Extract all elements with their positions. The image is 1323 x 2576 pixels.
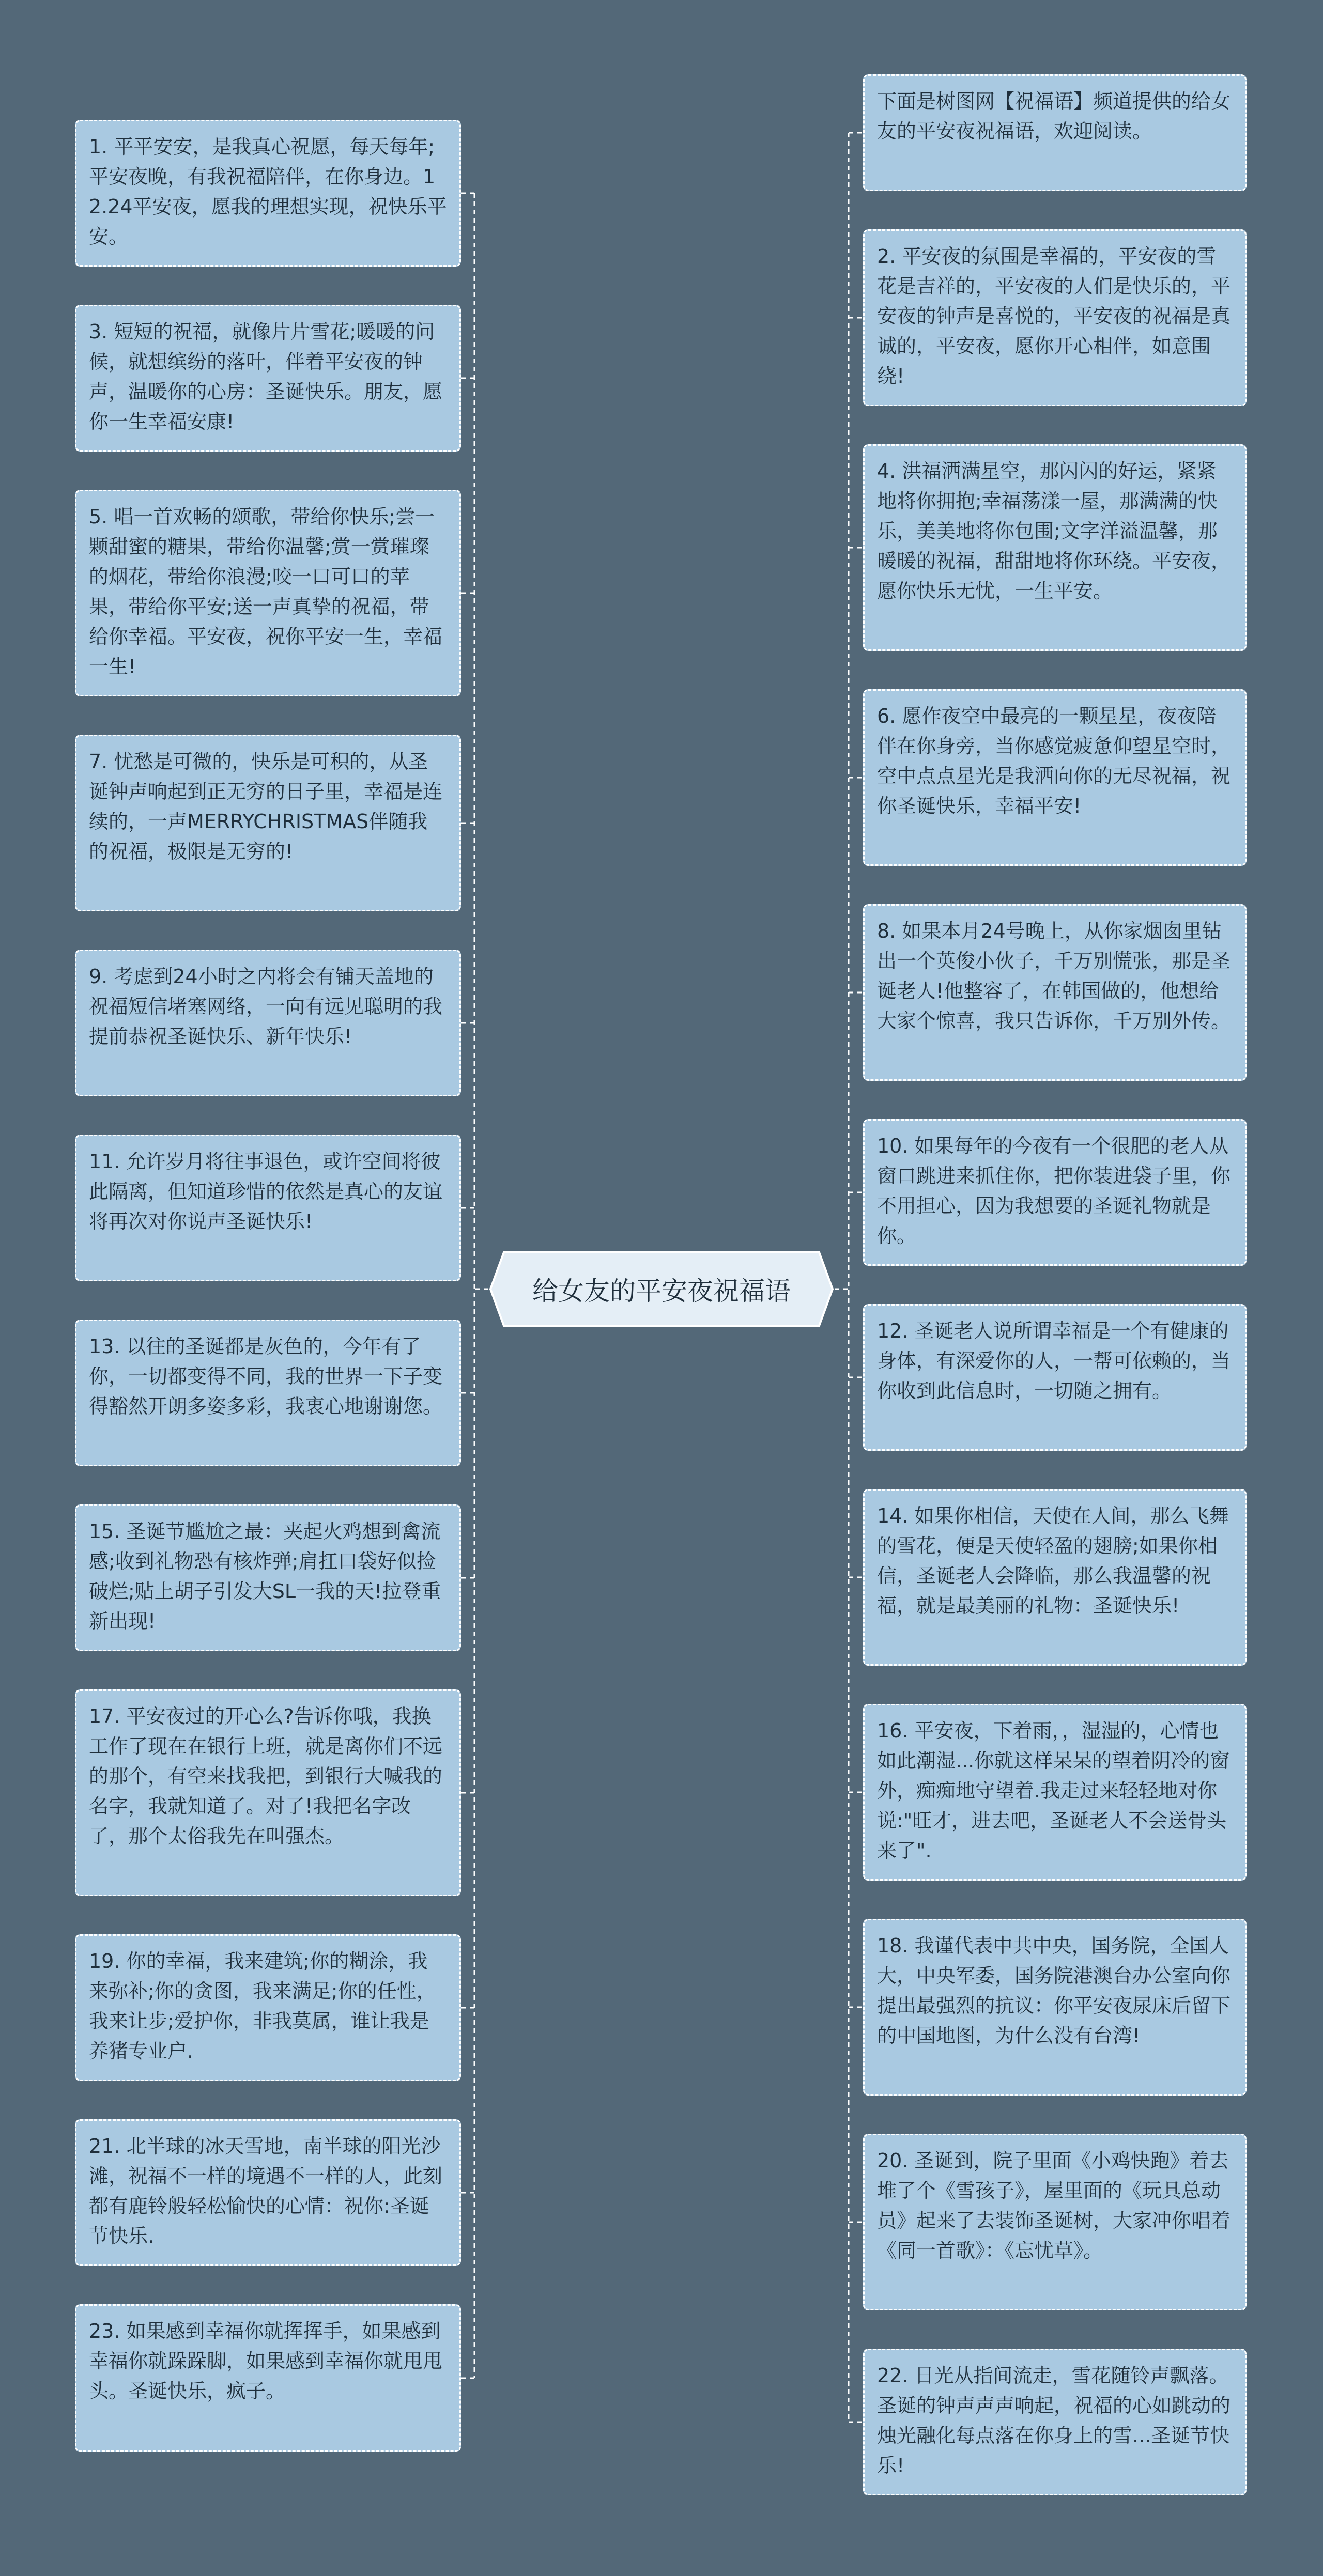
- right-branch-node-4[interactable]: 4. 洪福洒满星空，那闪闪的好运，紧紧地将你拥抱;幸福荡漾一屋，那满满的快乐，美美地将你包围;文字洋溢温馨，那暖暖的祝福，甜甜地将你环绕。平安夜，愿你快乐无忧，一生平安。: [863, 444, 1247, 651]
- right-branch-node-16[interactable]: 16. 平安夜，下着雨，，湿湿的，心情也如此潮湿...你就这样呆呆的望着阴冷的窗外，痴痴地守望着.我走过来轻轻地对你说:"旺才，进去吧，圣诞老人不会送骨头来了".: [863, 1704, 1247, 1881]
- left-branch-node-11[interactable]: 11. 允许岁月将往事退色，或许空间将彼此隔离，但知道珍惜的依然是真心的友谊将再次对你说声圣诞快乐!: [75, 1135, 461, 1281]
- left-branch-node-3[interactable]: 3. 短短的祝福，就像片片雪花;暖暖的问候，就想缤纷的落叶，伴着平安夜的钟声，温暖你的心房：圣诞快乐。朋友，愿你一生幸福安康!: [75, 305, 461, 452]
- right-branch-node-10[interactable]: 10. 如果每年的今夜有一个很肥的老人从窗口跳进来抓住你，把你装进袋子里，你不用担心，因为我想要的圣诞礼物就是你。: [863, 1119, 1247, 1266]
- center-topic-title: 给女友的平安夜祝福语: [532, 1276, 791, 1306]
- right-branch-node-8[interactable]: 8. 如果本月24号晚上，从你家烟囱里钻出一个英俊小伙子，千万别慌张，那是圣诞老人!他整容了，在韩国做的，他想给大家个惊喜，我只告诉你，千万别外传。: [863, 904, 1247, 1081]
- center-topic-node[interactable]: [488, 1250, 835, 1328]
- left-branch-node-7[interactable]: 7. 忧愁是可微的，快乐是可积的，从圣诞钟声响起到正无穷的日子里，幸福是连续的，一声MERRYCHRISTMAS伴随我的祝福，极限是无穷的!: [75, 735, 461, 911]
- right-branch-node-12[interactable]: 12. 圣诞老人说所谓幸福是一个有健康的身体，有深爱你的人，一帮可依赖的，当你收到此信息时，一切随之拥有。: [863, 1304, 1247, 1451]
- right-branch-node-20[interactable]: 20. 圣诞到，院子里面《小鸡快跑》着去堆了个《雪孩子》，屋里面的《玩具总动员》起来了去装饰圣诞树，大家冲你唱着《同一首歌》：《忘忧草》。: [863, 2134, 1247, 2310]
- left-branch-node-13[interactable]: 13. 以往的圣诞都是灰色的，今年有了你，一切都变得不同，我的世界一下子变得豁然开朗多姿多彩，我衷心地谢谢您。: [75, 1320, 461, 1466]
- left-branch-node-5[interactable]: 5. 唱一首欢畅的颂歌，带给你快乐;尝一颗甜蜜的糖果，带给你温馨;赏一赏璀璨的烟花，带给你浪漫;咬一口可口的苹果，带给你平安;送一声真挚的祝福，带给你幸福。平安夜，祝你平安一生，幸福一生!: [75, 490, 461, 696]
- right-branch-node-6[interactable]: 6. 愿作夜空中最亮的一颗星星，夜夜陪伴在你身旁，当你感觉疲惫仰望星空时，空中点点星光是我洒向你的无尽祝福，祝你圣诞快乐，幸福平安!: [863, 689, 1247, 866]
- right-branch-node-2[interactable]: 2. 平安夜的氛围是幸福的，平安夜的雪花是吉祥的，平安夜的人们是快乐的，平安夜的钟声是喜悦的，平安夜的祝福是真诚的，平安夜，愿你开心相伴，如意围绕!: [863, 229, 1247, 406]
- left-branch-node-19[interactable]: 19. 你的幸福，我来建筑;你的糊涂，我来弥补;你的贪图，我来满足;你的任性，我来让步;爱护你，非我莫属，谁让我是养猪专业户.: [75, 1934, 461, 2081]
- left-branch-node-23[interactable]: 23. 如果感到幸福你就挥挥手，如果感到幸福你就跺跺脚，如果感到幸福你就甩甩头。圣诞快乐，疯子。: [75, 2304, 461, 2452]
- right-branch-node-22[interactable]: 22. 日光从指间流走，雪花随铃声飘落。圣诞的钟声声声响起，祝福的心如跳动的烛光融化每点落在你身上的雪...圣诞节快乐!: [863, 2349, 1247, 2495]
- left-branch-node-17[interactable]: 17. 平安夜过的开心么?告诉你哦，我换工作了现在在银行上班，就是离你们不远的那个，有空来找我把，到银行大喊我的名字，我就知道了。对了!我把名字改了，那个太俗我先在叫强杰。: [75, 1689, 461, 1896]
- right-branch-node-intro[interactable]: 下面是树图网【祝福语】频道提供的给女友的平安夜祝福语，欢迎阅读。: [863, 74, 1247, 191]
- right-branch-node-14[interactable]: 14. 如果你相信，天使在人间，那么飞舞的雪花，便是天使轻盈的翅膀;如果你相信，圣诞老人会降临，那么我温馨的祝福，就是最美丽的礼物：圣诞快乐!: [863, 1489, 1247, 1666]
- left-branch-node-9[interactable]: 9. 考虑到24小时之内将会有铺天盖地的祝福短信堵塞网络，一向有远见聪明的我提前恭祝圣诞快乐、新年快乐!: [75, 950, 461, 1096]
- left-branch-node-1[interactable]: 1. 平平安安，是我真心祝愿，每天每年;平安夜晚，有我祝福陪伴，在你身边。12.24平安夜，愿我的理想实现，祝快乐平安。: [75, 120, 461, 267]
- left-branch-node-15[interactable]: 15. 圣诞节尴尬之最：夹起火鸡想到禽流感;收到礼物恐有核炸弹;肩扛口袋好似捡破烂;贴上胡子引发大SL一我的天!拉登重新出现!: [75, 1504, 461, 1651]
- right-branch-node-18[interactable]: 18. 我谨代表中共中央，国务院，全国人大，中央军委，国务院港澳台办公室向你提出最强烈的抗议：你平安夜尿床后留下的中国地图，为什么没有台湾!: [863, 1919, 1247, 2096]
- left-branch-node-21[interactable]: 21. 北半球的冰天雪地，南半球的阳光沙滩，祝福不一样的境遇不一样的人，此刻都有鹿铃般轻松愉快的心情：祝你:圣诞节快乐.: [75, 2119, 461, 2266]
